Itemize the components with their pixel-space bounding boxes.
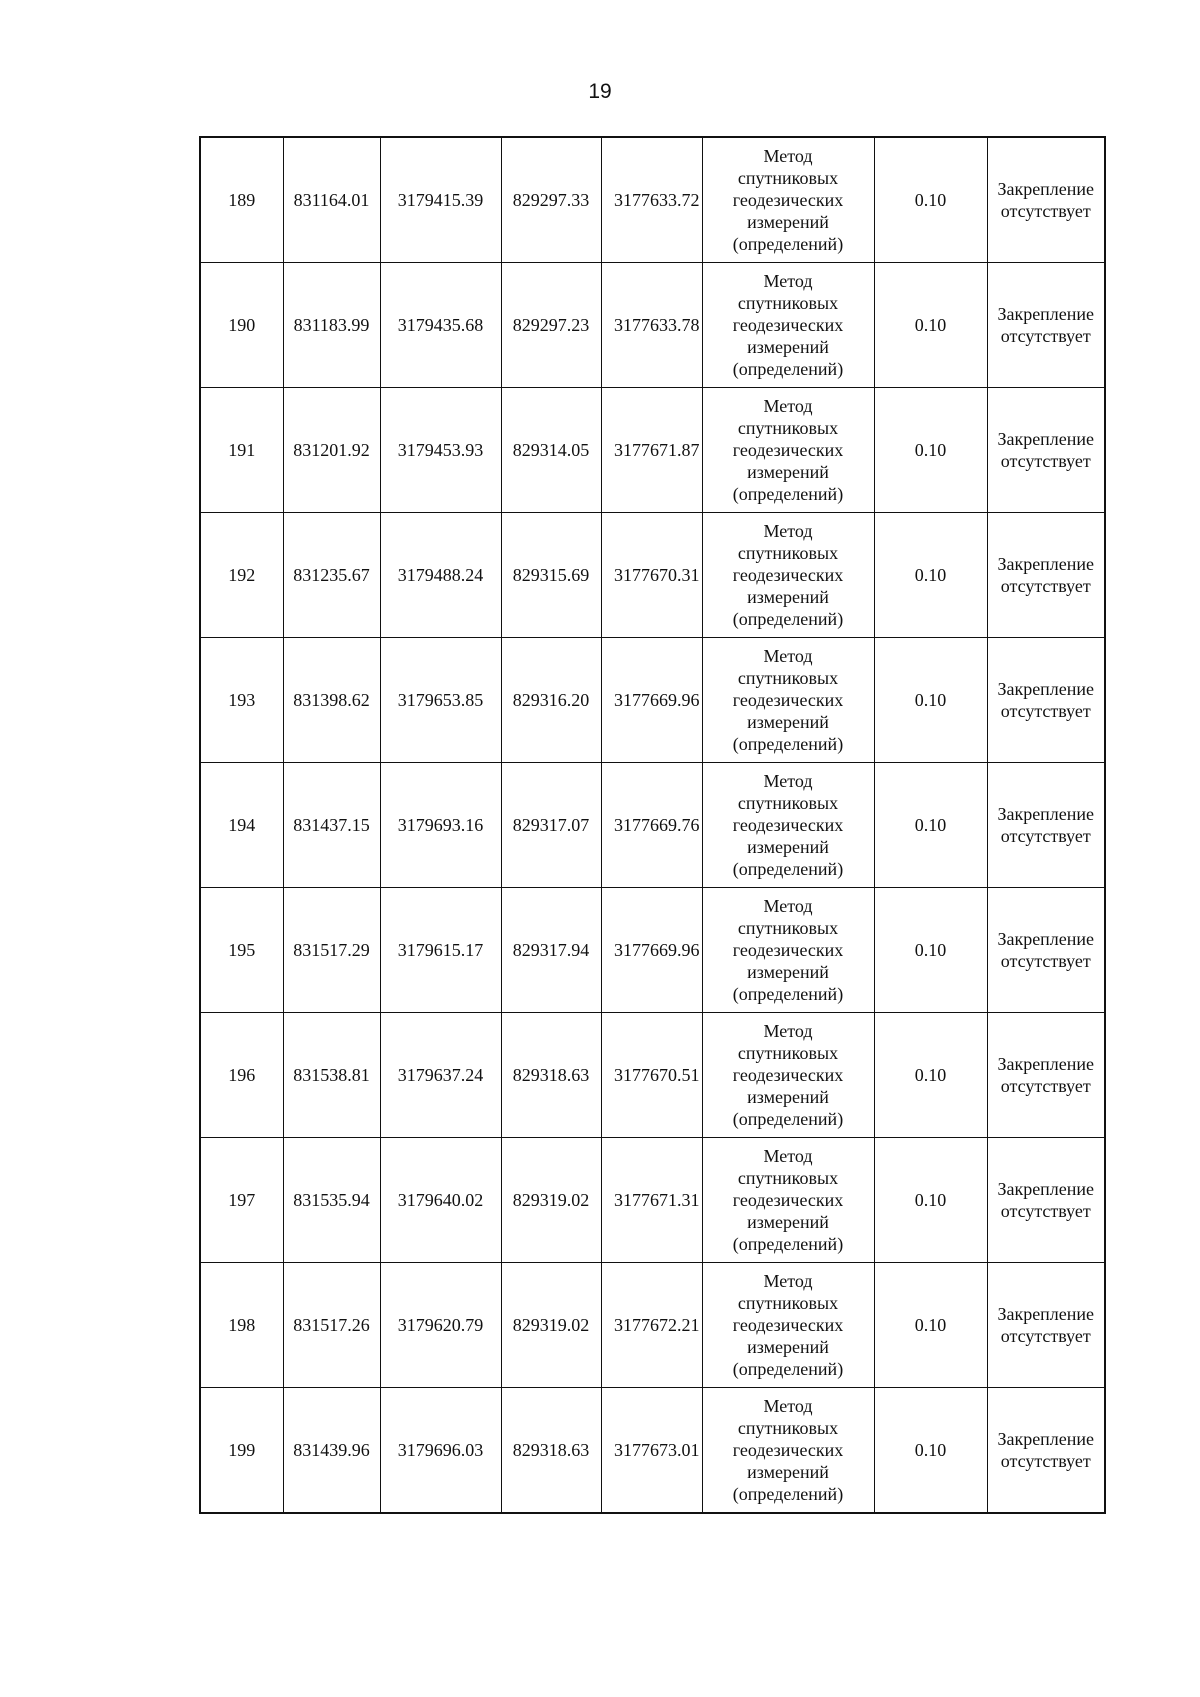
x-coordinate-alt-text: 829314.05 (512, 440, 590, 460)
point-number-text: 189 (228, 190, 256, 210)
y-coordinate-text: 3179620.79 (397, 1315, 484, 1335)
fixation-text: Закрепление отсутствует (997, 1179, 1095, 1221)
table-row (200, 638, 1105, 763)
x-coordinate-alt-text: 829319.02 (512, 1315, 590, 1335)
method-cell (702, 1263, 874, 1388)
method-cell (702, 263, 874, 388)
method-text: Метод спутниковых геодезических измерений (определений) (732, 396, 844, 504)
method-cell (702, 513, 874, 638)
x-coordinate-alt-cell (501, 513, 601, 638)
method-text: Метод спутниковых геодезических измерений (определений) (732, 1146, 844, 1254)
y-coordinate-alt-cell (601, 513, 702, 638)
accuracy-text: 0.10 (914, 1065, 947, 1085)
method-text: Метод спутниковых геодезических измерений (определений) (732, 521, 844, 629)
accuracy-cell (874, 513, 987, 638)
y-coordinate-text: 3179653.85 (397, 690, 484, 710)
x-coordinate-alt-cell (501, 638, 601, 763)
x-coordinate-alt-cell (501, 137, 601, 263)
y-coordinate-alt-text: 3177671.87 (614, 440, 700, 460)
y-coordinate-alt-cell (601, 1013, 702, 1138)
accuracy-cell (874, 1013, 987, 1138)
x-coordinate-cell (283, 137, 380, 263)
y-coordinate-cell (380, 263, 501, 388)
fixation-cell (987, 263, 1105, 388)
method-text: Метод спутниковых геодезических измерений (определений) (732, 1021, 844, 1129)
x-coordinate-alt-text: 829316.20 (512, 690, 590, 710)
point-number-text: 193 (228, 690, 256, 710)
x-coordinate-alt-text: 829297.23 (512, 315, 590, 335)
x-coordinate-cell (283, 1138, 380, 1263)
y-coordinate-cell (380, 1138, 501, 1263)
point-number-cell (200, 888, 283, 1013)
point-number-text: 198 (228, 1315, 256, 1335)
method-text: Метод спутниковых геодезических измерений (определений) (732, 1396, 844, 1504)
y-coordinate-alt-text: 3177669.76 (614, 815, 700, 835)
x-coordinate-alt-cell (501, 1013, 601, 1138)
accuracy-cell (874, 388, 987, 513)
fixation-text: Закрепление отсутствует (997, 429, 1095, 471)
fixation-cell (987, 1263, 1105, 1388)
fixation-cell (987, 388, 1105, 513)
table-row (200, 388, 1105, 513)
accuracy-text: 0.10 (914, 690, 947, 710)
point-number-text: 197 (228, 1190, 256, 1210)
x-coordinate-cell (283, 763, 380, 888)
point-number-cell (200, 1388, 283, 1514)
x-coordinate-alt-text: 829317.07 (512, 815, 590, 835)
point-number-cell (200, 1263, 283, 1388)
method-cell (702, 888, 874, 1013)
y-coordinate-alt-cell (601, 1388, 702, 1514)
y-coordinate-alt-text: 3177671.31 (614, 1190, 700, 1210)
point-number-text: 190 (228, 315, 256, 335)
accuracy-cell (874, 1388, 987, 1514)
y-coordinate-alt-cell (601, 388, 702, 513)
accuracy-text: 0.10 (914, 440, 947, 460)
y-coordinate-alt-text: 3177672.21 (614, 1315, 700, 1335)
y-coordinate-text: 3179435.68 (397, 315, 484, 335)
table-row (200, 888, 1105, 1013)
method-text: Метод спутниковых геодезических измерений (определений) (732, 646, 844, 754)
accuracy-cell (874, 763, 987, 888)
table-row (200, 1263, 1105, 1388)
fixation-text: Закрепление отсутствует (997, 1429, 1095, 1471)
y-coordinate-cell (380, 888, 501, 1013)
y-coordinate-alt-text: 3177673.01 (614, 1440, 700, 1460)
x-coordinate-text: 831164.01 (293, 190, 370, 210)
y-coordinate-text: 3179640.02 (397, 1190, 484, 1210)
x-coordinate-text: 831517.26 (293, 1315, 370, 1335)
y-coordinate-alt-cell (601, 763, 702, 888)
method-text: Метод спутниковых геодезических измерений (определений) (732, 896, 844, 1004)
x-coordinate-alt-text: 829297.33 (512, 190, 590, 210)
x-coordinate-alt-text: 829315.69 (512, 565, 590, 585)
y-coordinate-alt-text: 3177633.78 (614, 315, 700, 335)
fixation-text: Закрепление отсутствует (997, 929, 1095, 971)
point-number-text: 191 (228, 440, 256, 460)
x-coordinate-alt-cell (501, 1263, 601, 1388)
fixation-text: Закрепление отсутствует (997, 304, 1095, 346)
fixation-cell (987, 1138, 1105, 1263)
x-coordinate-alt-cell (501, 888, 601, 1013)
point-number-text: 194 (228, 815, 256, 835)
fixation-cell (987, 513, 1105, 638)
table-row (200, 763, 1105, 888)
x-coordinate-text: 831517.29 (293, 940, 370, 960)
method-cell (702, 1388, 874, 1514)
x-coordinate-cell (283, 1013, 380, 1138)
accuracy-text: 0.10 (914, 565, 947, 585)
x-coordinate-alt-text: 829317.94 (512, 940, 590, 960)
page-number: 19 (588, 80, 612, 103)
accuracy-text: 0.10 (914, 1315, 947, 1335)
fixation-text: Закрепление отсутствует (997, 679, 1095, 721)
fixation-cell (987, 888, 1105, 1013)
x-coordinate-text: 831538.81 (293, 1065, 370, 1085)
x-coordinate-text: 831437.15 (293, 815, 370, 835)
y-coordinate-text: 3179696.03 (397, 1440, 484, 1460)
fixation-cell (987, 1388, 1105, 1514)
y-coordinate-text: 3179693.16 (397, 815, 484, 835)
y-coordinate-alt-cell (601, 638, 702, 763)
y-coordinate-alt-text: 3177669.96 (614, 690, 700, 710)
y-coordinate-alt-text: 3177633.72 (614, 190, 700, 210)
y-coordinate-cell (380, 1263, 501, 1388)
x-coordinate-cell (283, 638, 380, 763)
point-number-cell (200, 388, 283, 513)
x-coordinate-cell (283, 1388, 380, 1514)
accuracy-cell (874, 137, 987, 263)
accuracy-cell (874, 1138, 987, 1263)
y-coordinate-cell (380, 388, 501, 513)
accuracy-cell (874, 638, 987, 763)
accuracy-text: 0.10 (914, 815, 947, 835)
point-number-cell (200, 263, 283, 388)
point-number-cell (200, 513, 283, 638)
y-coordinate-cell (380, 1388, 501, 1514)
method-cell (702, 1013, 874, 1138)
point-number-cell (200, 1013, 283, 1138)
accuracy-cell (874, 263, 987, 388)
y-coordinate-cell (380, 513, 501, 638)
point-number-text: 192 (228, 565, 256, 585)
point-number-cell (200, 763, 283, 888)
x-coordinate-cell (283, 1263, 380, 1388)
point-number-text: 196 (228, 1065, 256, 1085)
fixation-text: Закрепление отсутствует (997, 554, 1095, 596)
table-row (200, 1013, 1105, 1138)
table-row (200, 513, 1105, 638)
method-cell (702, 1138, 874, 1263)
table-row (200, 1138, 1105, 1263)
x-coordinate-cell (283, 263, 380, 388)
y-coordinate-text: 3179615.17 (397, 940, 484, 960)
y-coordinate-text: 3179488.24 (397, 565, 484, 585)
y-coordinate-cell (380, 1013, 501, 1138)
x-coordinate-text: 831398.62 (293, 690, 370, 710)
fixation-cell (987, 638, 1105, 763)
method-cell (702, 137, 874, 263)
method-cell (702, 388, 874, 513)
fixation-cell (987, 137, 1105, 263)
table-body (200, 137, 1105, 1513)
y-coordinate-alt-cell (601, 137, 702, 263)
accuracy-text: 0.10 (914, 190, 947, 210)
x-coordinate-alt-text: 829318.63 (512, 1065, 590, 1085)
point-number-cell (200, 137, 283, 263)
accuracy-cell (874, 888, 987, 1013)
fixation-cell (987, 1013, 1105, 1138)
table-row (200, 263, 1105, 388)
table-row (200, 1388, 1105, 1514)
x-coordinate-alt-text: 829318.63 (512, 1440, 590, 1460)
x-coordinate-text: 831535.94 (293, 1190, 370, 1210)
y-coordinate-text: 3179453.93 (397, 440, 484, 460)
y-coordinate-alt-cell (601, 1263, 702, 1388)
method-cell (702, 638, 874, 763)
accuracy-text: 0.10 (914, 1440, 947, 1460)
x-coordinate-text: 831235.67 (293, 565, 370, 585)
fixation-text: Закрепление отсутствует (997, 804, 1095, 846)
accuracy-text: 0.10 (914, 315, 947, 335)
y-coordinate-cell (380, 638, 501, 763)
point-number-cell (200, 638, 283, 763)
y-coordinate-alt-cell (601, 263, 702, 388)
y-coordinate-cell (380, 137, 501, 263)
point-number-cell (200, 1138, 283, 1263)
y-coordinate-alt-cell (601, 888, 702, 1013)
x-coordinate-alt-cell (501, 763, 601, 888)
x-coordinate-text: 831439.96 (293, 1440, 370, 1460)
method-text: Метод спутниковых геодезических измерений (определений) (732, 271, 844, 379)
accuracy-text: 0.10 (914, 1190, 947, 1210)
y-coordinate-alt-cell (601, 1138, 702, 1263)
point-number-text: 195 (228, 940, 256, 960)
coordinates-table (199, 136, 1106, 1514)
method-text: Метод спутниковых геодезических измерений (определений) (732, 1271, 844, 1379)
table-row (200, 137, 1105, 263)
fixation-text: Закрепление отсутствует (997, 1054, 1095, 1096)
method-cell (702, 763, 874, 888)
x-coordinate-cell (283, 888, 380, 1013)
y-coordinate-cell (380, 763, 501, 888)
x-coordinate-cell (283, 388, 380, 513)
x-coordinate-text: 831183.99 (293, 315, 370, 335)
point-number-text: 199 (228, 1440, 256, 1460)
y-coordinate-alt-text: 3177670.31 (614, 565, 700, 585)
y-coordinate-text: 3179415.39 (397, 190, 484, 210)
x-coordinate-alt-cell (501, 1138, 601, 1263)
accuracy-text: 0.10 (914, 940, 947, 960)
fixation-text: Закрепление отсутствует (997, 179, 1095, 221)
x-coordinate-alt-cell (501, 263, 601, 388)
fixation-cell (987, 763, 1105, 888)
y-coordinate-alt-text: 3177670.51 (614, 1065, 700, 1085)
fixation-text: Закрепление отсутствует (997, 1304, 1095, 1346)
y-coordinate-alt-text: 3177669.96 (614, 940, 700, 960)
x-coordinate-text: 831201.92 (293, 440, 370, 460)
x-coordinate-alt-text: 829319.02 (512, 1190, 590, 1210)
method-text: Метод спутниковых геодезических измерений (определений) (732, 771, 844, 879)
accuracy-cell (874, 1263, 987, 1388)
method-text: Метод спутниковых геодезических измерений (определений) (732, 146, 844, 254)
x-coordinate-alt-cell (501, 1388, 601, 1514)
x-coordinate-alt-cell (501, 388, 601, 513)
x-coordinate-cell (283, 513, 380, 638)
y-coordinate-text: 3179637.24 (397, 1065, 484, 1085)
